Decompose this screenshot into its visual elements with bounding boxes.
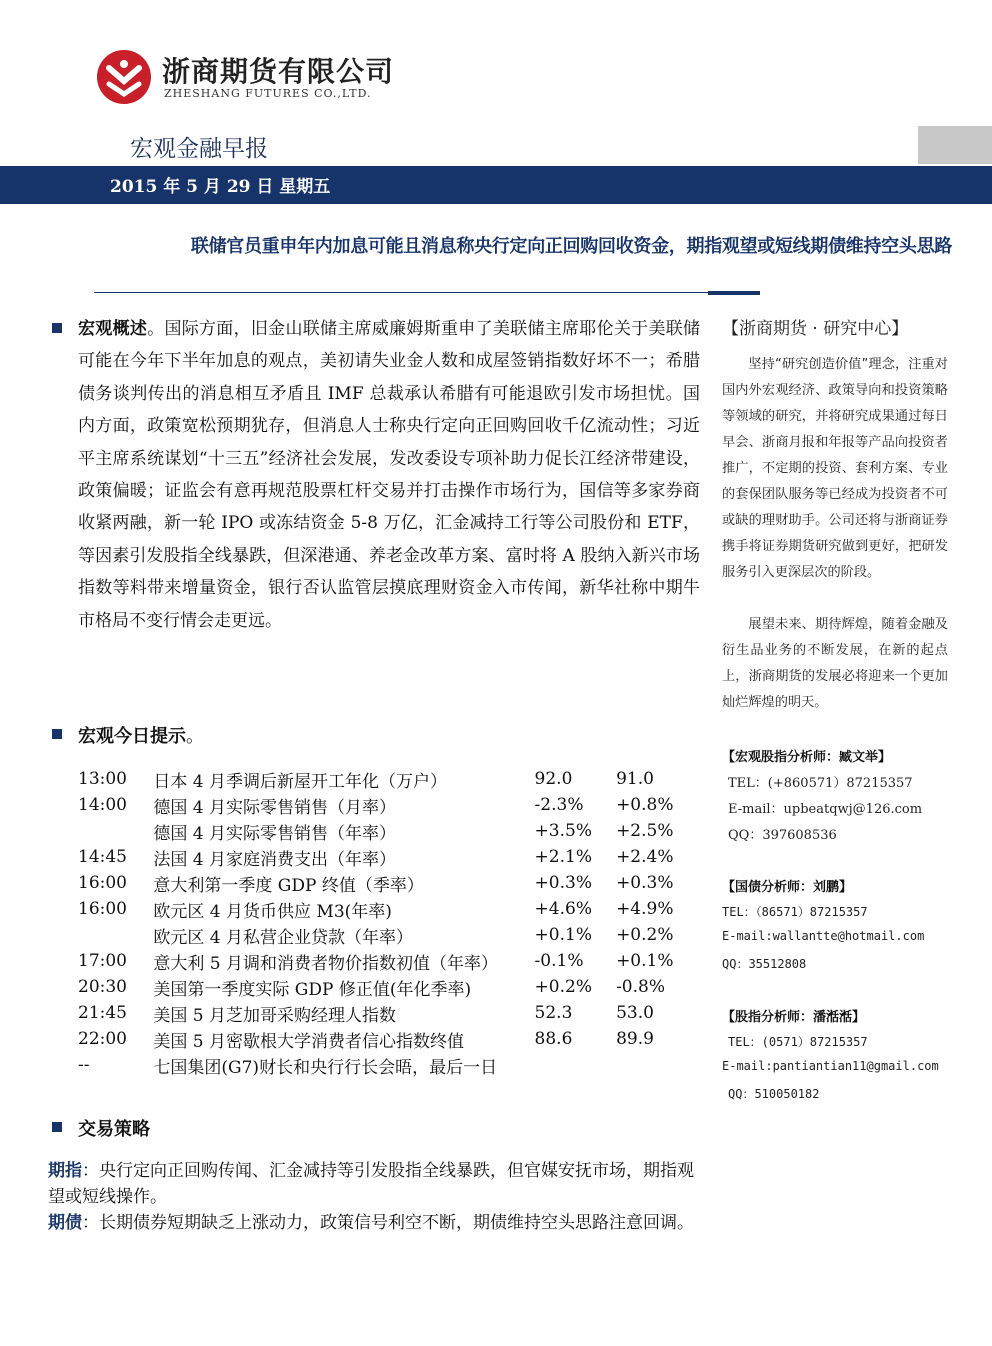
bullet-square-icon — [52, 323, 62, 333]
table-row — [78, 870, 718, 896]
event-forecast: +2.4% — [616, 847, 674, 867]
analyst-email[interactable]: E-mail:pantiantian11@gmail.com — [722, 1059, 939, 1073]
event-name: 美国第一季度实际 GDP 修正值(年化季率) — [153, 979, 472, 1000]
table-row — [78, 844, 718, 870]
strategy-text: ：长期债券短期缺乏上涨动力，政策信号利空不断，期债维持空头思路注意回调。 — [82, 1213, 694, 1233]
event-name: 意大利第一季度 GDP 终值（季率） — [153, 875, 424, 896]
strategy-item-index-futures — [48, 1158, 700, 1210]
event-time: 22:00 — [78, 1029, 127, 1049]
macro-today-title: 宏观今日提示 — [78, 726, 186, 747]
event-time: 14:45 — [78, 847, 127, 867]
table-row — [78, 818, 718, 844]
report-date: 2015 年 5 月 29 日 星期五 — [110, 177, 331, 197]
table-row — [78, 974, 718, 1000]
table-row — [78, 948, 718, 974]
event-time: 14:00 — [78, 795, 127, 815]
analyst-qq: QQ：35512808 — [722, 957, 807, 971]
event-previous: -0.1% — [534, 951, 584, 971]
macro-overview-text: 。国际方面，旧金山联储主席威廉姆斯重申了美联储主席耶伦关于美联储可能在今年下半年加息的观点，美初请失业金人数和成屋签销指数好坏不一；希腊债务谈判传出的消息相互矛盾且 IMF 总裁承认希腊有可能退欧引发市场担忧。国内方面，政策宽松预期犹存，但消息人士称央行定向正回购回收千亿流动性；习近平主席系统谋划“十三五”经济社会发展，发改委设专项补助力促长江经济带建设，政策偏暖；证监会有意再规范股票杠杆交易并打击操作市场行为，国信等多家券商收紧两融，新一轮 IPO 或冻结资金 5-8 万亿，汇金减持工行等公司股份和 ETF，等因素引发股指全线暴跌，但深港通、养老金改革方案、富时将 A 股纳入新兴市场指数等料带来增量资金，银行否认监管层摸底理财资金入市传闻，新华社称中期牛市格局不变行情会走更远。 — [78, 319, 701, 631]
event-time: -- — [78, 1055, 90, 1075]
header-decoration — [918, 126, 992, 164]
table-row — [78, 766, 718, 792]
analyst-qq: QQ：510050182 — [728, 1087, 820, 1101]
event-time: 13:00 — [78, 769, 127, 789]
event-name: 七国集团(G7)财长和央行行长会晤，最后一日 — [153, 1057, 498, 1078]
analyst-heading: 【国债分析师：刘鹏】 — [722, 880, 853, 895]
event-name: 日本 4 月季调后新屋开工年化（万户） — [153, 771, 448, 792]
table-row — [78, 792, 718, 818]
research-center-intro: 坚持“研究创造价值”理念，注重对国内外宏观经济、政策导向和投资策略等领域的研究，并将研究成果通过每日早会、浙商月报和年报等产品向投资者推广，不定期的投资、套利方案、专业的套保团队服务等已经成为投资者不可或缺的理财助手。公司还将与浙商证券携手将证券期货研究做到更好，把研发服务引入更深层次的阶段。 — [722, 357, 948, 580]
analyst-qq: QQ：397608536 — [728, 828, 837, 843]
analyst-tel: TEL：(0571）87215357 — [728, 1035, 868, 1049]
table-row — [78, 1000, 718, 1026]
event-name: 美国 5 月密歇根大学消费者信心指数终值 — [153, 1031, 465, 1052]
event-time: 16:00 — [78, 873, 127, 893]
analyst-tel: TEL：(+860571）87215357 — [728, 776, 913, 791]
research-center-title: 【浙商期货 · 研究中心】 — [722, 319, 909, 339]
table-row — [78, 922, 718, 948]
event-forecast: -0.8% — [616, 977, 665, 997]
table-row — [78, 1052, 718, 1078]
company-name-en: ZHESHANG FUTURES CO.,LTD. — [164, 87, 372, 100]
macro-overview-paragraph — [78, 313, 700, 637]
event-time — [78, 818, 153, 844]
event-name: 美国 5 月芝加哥采购经理人指数 — [153, 1005, 397, 1026]
analyst-email[interactable]: E-mail:wallantte@hotmail.com — [722, 929, 925, 943]
event-forecast: +0.1% — [616, 951, 674, 971]
report-type-title: 宏观金融早报 — [130, 136, 268, 162]
event-previous: +0.2% — [534, 977, 592, 997]
strategy-title: 交易策略 — [78, 1119, 150, 1140]
event-previous: +2.1% — [534, 847, 592, 867]
macro-today-suffix: 。 — [186, 726, 204, 747]
event-previous: +0.1% — [534, 925, 592, 945]
event-name: 欧元区 4 月私营企业贷款（年率） — [153, 927, 414, 948]
event-time: 17:00 — [78, 951, 127, 971]
analyst-heading: 【宏观股指分析师：臧文举】 — [722, 750, 892, 765]
event-time — [78, 922, 153, 948]
event-forecast: 89.9 — [616, 1029, 654, 1049]
bullet-square-icon — [52, 729, 62, 739]
bullet-square-icon — [52, 1122, 62, 1132]
analyst-email[interactable]: E-mail：upbeatqwj@126.com — [728, 802, 923, 817]
event-forecast — [616, 1052, 718, 1078]
strategy-label: 期指 — [48, 1161, 82, 1181]
event-previous: +4.6% — [534, 899, 592, 919]
headline: 联储官员重申年内加息可能且消息称央行定向正回购回收资金，期指观望或短线期债维持空头思路 — [190, 236, 952, 257]
strategy-block — [48, 1158, 700, 1236]
event-previous: 52.3 — [534, 1003, 573, 1023]
event-name: 欧元区 4 月货币供应 M3(年率) — [153, 901, 392, 922]
analyst-heading: 【股指分析师：潘湉湉】 — [722, 1010, 866, 1025]
event-previous: +3.5% — [534, 821, 592, 841]
event-forecast: +4.9% — [616, 899, 674, 919]
event-name: 法国 4 月家庭消费支出（年率） — [153, 849, 397, 870]
economic-calendar-table — [78, 766, 718, 1078]
event-forecast: +0.8% — [616, 795, 674, 815]
divider-accent — [708, 291, 760, 295]
event-time: 21:45 — [78, 1003, 127, 1023]
company-name-cn: 浙商期货有限公司 — [162, 55, 395, 88]
event-forecast: +2.5% — [616, 821, 674, 841]
event-name: 德国 4 月实际零售销售（月率） — [153, 797, 397, 818]
event-forecast: 53.0 — [616, 1003, 654, 1023]
strategy-text: ：央行定向正回购传闻、汇金减持等引发股指全线暴跌，但官媒安抚市场，期指观望或短线操作。 — [48, 1161, 694, 1207]
company-logo-icon — [95, 48, 153, 106]
event-time: 20:30 — [78, 977, 127, 997]
macro-overview-title: 宏观概述 — [78, 319, 148, 339]
macro-today-heading — [78, 722, 204, 748]
table-row — [78, 896, 718, 922]
event-time: 16:00 — [78, 899, 127, 919]
event-previous: -2.3% — [534, 795, 584, 815]
event-previous — [535, 1052, 617, 1078]
strategy-item-bond-futures — [48, 1210, 700, 1236]
event-name: 意大利 5 月调和消费者物价指数初值（年率） — [153, 953, 499, 974]
event-forecast: +0.2% — [616, 925, 674, 945]
divider — [94, 292, 760, 293]
analyst-tel: TEL：（86571）87215357 — [722, 905, 868, 919]
strategy-label: 期债 — [48, 1213, 82, 1233]
event-previous: 88.6 — [534, 1029, 573, 1049]
research-center-outlook: 展望未来、期待辉煌，随着金融及衍生品业务的不断发展，在新的起点上，浙商期货的发展必将迎来一个更加灿烂辉煌的明天。 — [722, 617, 948, 710]
event-previous: +0.3% — [534, 873, 592, 893]
event-previous: 92.0 — [534, 769, 573, 789]
event-forecast: 91.0 — [616, 769, 654, 789]
event-forecast: +0.3% — [616, 873, 674, 893]
event-name: 德国 4 月实际零售销售（年率） — [153, 823, 397, 844]
table-row — [78, 1026, 718, 1052]
